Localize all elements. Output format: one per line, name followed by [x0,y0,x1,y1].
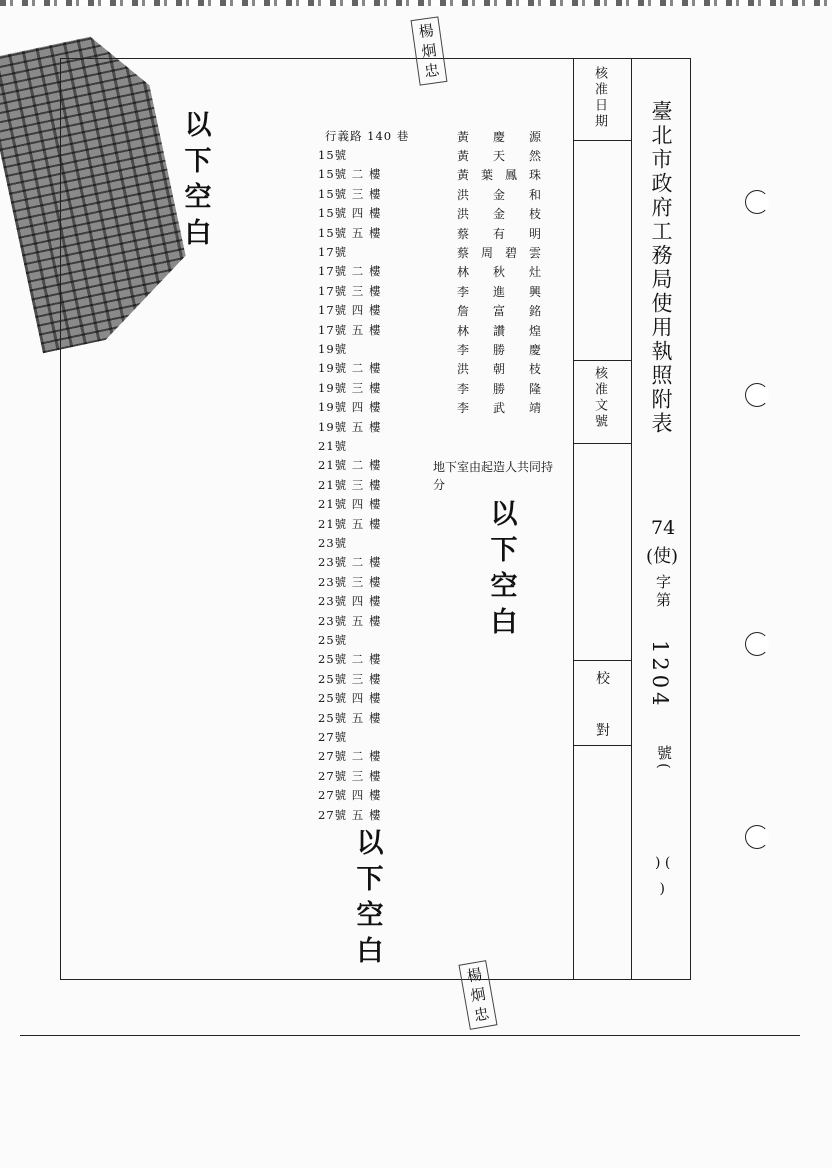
unit-owner: 李 勝 慶 [457,343,541,357]
first-owner: 黃 慶 源 [457,130,541,144]
unit-address: 15號 四 樓 [318,206,382,220]
unit-address: 19號 [318,342,348,356]
blank-mark-char: 空 [490,571,518,602]
blank-mark-char: 空 [184,182,212,213]
blank-mark-left [182,108,214,252]
unit-address: 17號 [318,245,348,259]
basement-note: 地下室由起造人共同持分 [433,460,554,492]
column-divider-right [631,58,632,980]
unit-address: 19號 二 樓 [318,361,382,375]
permit-blank-parens: ) ( ) [655,855,671,897]
unit-address: 17號 五 樓 [318,323,382,337]
unit-address: 21號 三 樓 [318,478,382,492]
blank-mark-char: 以 [184,110,212,141]
blank-mark-char: 下 [184,146,212,177]
street-header: 行義路 140 巷 [325,129,410,143]
rule-1 [573,140,631,141]
unit-address: 23號 二 樓 [318,555,382,569]
unit-address: 15號 五 樓 [318,226,382,240]
unit-owner: 詹 富 銘 [457,304,541,318]
unit-address: 23號 三 樓 [318,575,382,589]
page-title: 臺北市政府工務局使用執照附表 [649,100,673,436]
seal-stamp-top: 楊 炯 忠 [411,16,448,85]
unit-address: 25號 三 樓 [318,672,382,686]
unit-owner: 蔡 有 明 [457,227,541,241]
unit-address: 27號 五 樓 [318,808,382,822]
binder-hole-3 [745,632,769,656]
rule-5 [573,745,631,746]
blank-mark-char: 下 [490,535,518,566]
column-divider-left [573,58,574,980]
permit-char-label: 字第 [654,574,672,610]
blank-mark-char: 以 [356,828,384,859]
blank-mark-char: 白 [356,936,384,967]
unit-address: 23號 四 樓 [318,594,382,608]
approval-date-label: 核准日期 [592,66,607,130]
binder-hole-1 [745,190,769,214]
blank-mark-char: 空 [356,900,384,931]
blank-mark-bottom [354,826,386,970]
unit-address: 17號 二 樓 [318,264,382,278]
unit-owner: 黃 葉 鳳 珠 [457,168,541,182]
unit-address: 25號 二 樓 [318,652,382,666]
permit-year: 74 [651,517,676,539]
seal-stamp-bottom: 楊 炯 忠 [458,960,497,1030]
rule-4 [573,660,631,661]
rule-2 [573,360,631,361]
binder-hole-4 [745,825,769,849]
unit-address: 21號 二 樓 [318,458,382,472]
permit-type: (使) [646,546,679,567]
unit-owner: 蔡 周 碧 雲 [457,246,541,260]
unit-owner: 洪 朝 枝 [457,362,541,376]
unit-address: 21號 四 樓 [318,497,382,511]
blank-mark-char: 下 [356,864,384,895]
unit-owner: 李 勝 隆 [457,382,541,396]
unit-address: 17號 四 樓 [318,303,382,317]
unit-address: 15號 二 樓 [318,167,382,181]
unit-address: 19號 四 樓 [318,400,382,414]
unit-owner: 洪 金 枝 [457,207,541,221]
unit-owner: 林 讚 煌 [457,324,541,338]
binder-hole-2 [745,383,769,407]
unit-address: 17號 三 樓 [318,284,382,298]
rule-3 [573,443,631,444]
unit-address: 27號 三 樓 [318,769,382,783]
unit-address: 25號 五 樓 [318,711,382,725]
blank-mark-middle [488,497,520,641]
unit-address: 25號 四 樓 [318,691,382,705]
unit-owner: 洪 金 和 [457,188,541,202]
unit-owner: 林 秋 灶 [457,265,541,279]
unit-address: 27號 四 樓 [318,788,382,802]
unit-owner: 李 武 靖 [457,401,541,415]
blank-mark-char: 以 [490,499,518,530]
unit-address: 23號 五 樓 [318,614,382,628]
unit-address: 21號 五 樓 [318,517,382,531]
unit-address: 25號 [318,633,348,647]
scan-edge-noise [0,0,832,6]
unit-address: 15號 三 樓 [318,187,382,201]
unit-owner: 李 進 興 [457,285,541,299]
unit-address: 15號 [318,148,348,162]
unit-owner: 黃 天 然 [457,149,541,163]
blank-mark-char: 白 [184,218,212,249]
unit-address: 19號 三 樓 [318,381,382,395]
unit-address: 23號 [318,536,348,550]
unit-address: 27號 二 樓 [318,749,382,763]
blank-mark-char: 白 [490,607,518,638]
approval-doc-label: 核准文號 [592,366,607,430]
permit-number: 1204 [648,640,672,710]
review-label-1: 校 [596,671,610,687]
unit-address: 21號 [318,439,348,453]
unit-address: 19號 五 樓 [318,420,382,434]
permit-suffix: 號( [655,745,673,772]
unit-address: 27號 [318,730,348,744]
review-label-2: 對 [596,723,610,739]
page-bottom-line [20,1035,800,1036]
